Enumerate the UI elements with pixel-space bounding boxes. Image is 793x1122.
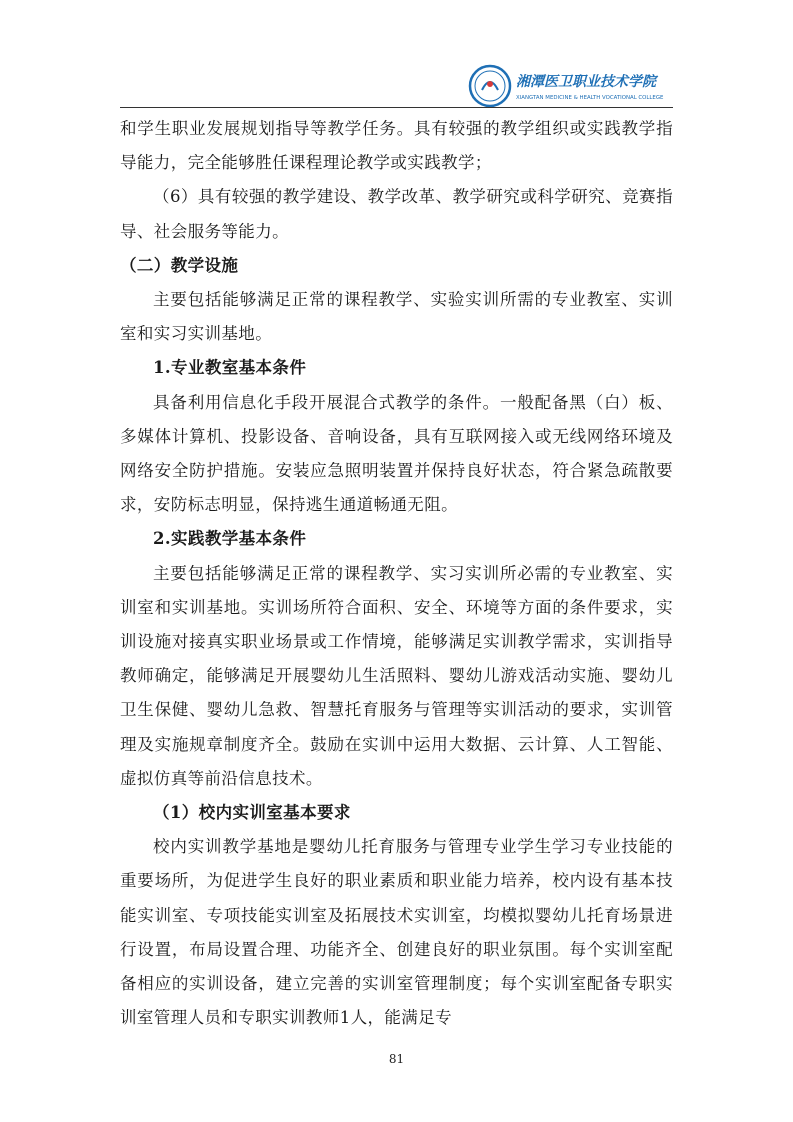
header-rule [120, 107, 673, 108]
paragraph: 校内实训教学基地是婴幼儿托育服务与管理专业学生学习专业技能的重要场所，为促进学生良好的职业素质和职业能力培养，校内设有基本技能实训室、专项技能实训室及拓展技术实训室，均模拟婴幼儿托育场景进行设置，布局设置合理、功能齐全、创建良好的职业氛围。每个实训室配备相应的实训设备，建立完善的实训室管理制度；每个实训室配备专职实训室管理人员和专职实训教师1人，能满足专 [120, 837, 673, 1028]
svg-text:湘潭医卫职业技术学院: 湘潭医卫职业技术学院 [516, 74, 656, 90]
paragraph: 主要包括能够满足正常的课程教学、实习实训所必需的专业教室、实训室和实训基地。实训场所符合面积、安全、环境等方面的条件要求，实训设施对接真实职业场景或工作情境，能够满足实训教学需求，实训指导教师确定，能够满足开展婴幼儿生活照料、婴幼儿游戏活动实施、婴幼儿卫生保健、婴幼儿急救、智慧托育服务与管理等实训活动的要求，实训管理及实施规章制度齐全。鼓励在实训中运用大数据、云计算、人工智能、虚拟仿真等前沿信息技术。 [120, 563, 673, 788]
college-logo [468, 64, 673, 108]
paragraph: 主要包括能够满足正常的课程教学、实验实训所需的专业教室、实训室和实习实训基地。 [120, 290, 673, 344]
svg-text:XIANGTAN MEDICINE & HEALTH VOC: XIANGTAN MEDICINE & HEALTH VOCATIONAL COLLEGE [516, 95, 664, 101]
page-header [120, 52, 673, 106]
paragraph: 和学生职业发展规划指导等教学任务。具有较强的教学组织或实践教学指导能力，完全能够胜任课程理论教学或实践教学； [120, 119, 673, 173]
paragraph: 具备利用信息化手段开展混合式教学的条件。一般配备黑（白）板、多媒体计算机、投影设备、音响设备，具有互联网接入或无线网络环境及网络安全防护措施。安装应急照明装置并保持良好状态，符合紧急疏散要求，安防标志明显，保持逃生通道畅通无阻。 [120, 392, 673, 515]
section-heading: （二）教学设施 [120, 255, 239, 275]
paragraph: （6）具有较强的教学建设、教学改革、教学研究或科学研究、竞赛指导、社会服务等能力。 [120, 187, 673, 241]
page-number: 81 [388, 1052, 405, 1066]
subsection-heading: 2.实践教学基本条件 [153, 529, 307, 549]
subsection-heading: 1.专业教室基本条件 [153, 358, 307, 378]
subsection-heading: （1）校内实训室基本要求 [153, 803, 351, 823]
document-body [120, 112, 673, 1035]
